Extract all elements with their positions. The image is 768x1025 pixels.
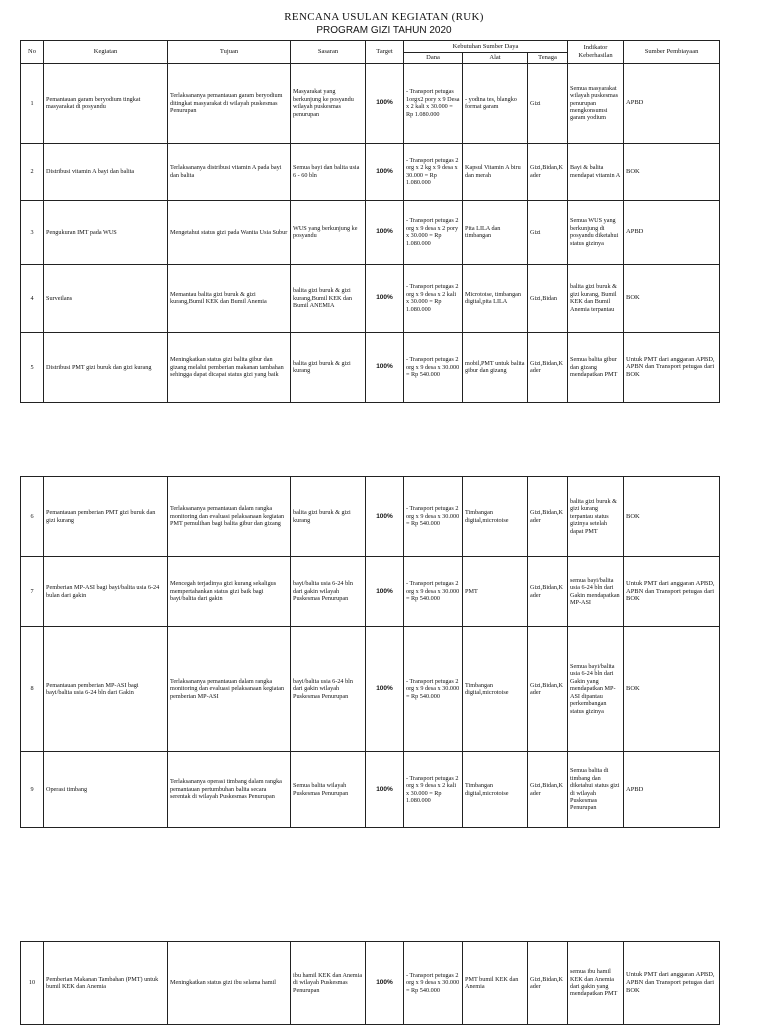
document-subtitle: PROGRAM GIZI TAHUN 2020: [316, 25, 452, 36]
table-row: [21, 627, 720, 752]
header-dana: Dana: [404, 53, 463, 64]
cell-sumber: Untuk PMT dari anggaran APBD, APBN dan Transport petugas dari BOK: [624, 557, 720, 627]
cell-target: 100%: [366, 264, 404, 332]
header-no: No: [21, 41, 44, 64]
cell-indikator: Bayi & balita mendapat vitamin A: [568, 143, 624, 200]
cell-sasaran: Semua balita wilayah Puskesmas Penurupan: [291, 752, 366, 828]
cell-target: 100%: [366, 332, 404, 402]
cell-tenaga: Gizi,Bidan: [528, 264, 568, 332]
table-row: [21, 752, 720, 828]
cell-tenaga: Gizi,Bidan,Kader: [528, 627, 568, 752]
cell-tujuan: Terlaksananya pemantauan dalam rangka monitoring dan evaluasi pelaksanaan kegiatan pemberian MP-ASI: [168, 627, 291, 752]
cell-tujuan: Terlaksananya pemantauan garam beryodium ditingkat masyarakat di wilayah puskesmas Penurupan: [168, 63, 291, 143]
cell-no: 7: [21, 557, 44, 627]
cell-sumber: BOK: [624, 477, 720, 557]
cell-indikator: semua bayi/balita usia 6-24 bln dari Gakin mendapatkan MP-ASI: [568, 557, 624, 627]
cell-kegiatan: Pengukuran IMT pada WUS: [44, 200, 168, 264]
cell-dana: - Transport petugas 2 org x 9 desa x 30.000 = Rp 540.000: [404, 332, 463, 402]
cell-tenaga: Gizi,Bidan,Kader: [528, 477, 568, 557]
header-target: Target: [366, 41, 404, 64]
cell-sasaran: balita gizi buruk & gizi kurang: [291, 332, 366, 402]
cell-indikator: Semua balita di timbang dan diketahui status gizi di wilayah Puskesmas Penurupan: [568, 752, 624, 828]
cell-target: 100%: [366, 63, 404, 143]
ruk-table-page-3: [20, 941, 720, 1025]
cell-target: 100%: [366, 477, 404, 557]
cell-kegiatan: Distribusi PMT gizi buruk dan gizi kurang: [44, 332, 168, 402]
cell-indikator: Semua bayi/balita usia 6-24 bln dari Gakin yang mendapatkan MP-ASI dipantau perkembangan status gizinya: [568, 627, 624, 752]
cell-sumber: BOK: [624, 143, 720, 200]
cell-kegiatan: Distribusi vitamin A bayi dan balita: [44, 143, 168, 200]
cell-kegiatan: Pemantauan pemberian PMT gizi buruk dan gizi kurang: [44, 477, 168, 557]
cell-tujuan: Terlaksananya pemantauan dalam rangka monitoring dan evaluasi pelaksanaan kegiatan PMT pemulihan bagi balita gibur dan gizang: [168, 477, 291, 557]
cell-dana: - Transport petugas 1orgx2 pory x 9 Desa x 2 kali x 30.000 = Rp 1.080.000: [404, 63, 463, 143]
cell-tenaga: Gizi: [528, 63, 568, 143]
cell-indikator: balita gizi buruk & gizi kurang, Bumil KEK dan Bumil Anemia terpantau: [568, 264, 624, 332]
cell-tenaga: Gizi,Bidan,Kader: [528, 942, 568, 1025]
cell-tenaga: Gizi,Bidan,Kader: [528, 332, 568, 402]
cell-kegiatan: Pemberian MP-ASI bagi bayi/balita usia 6-24 bulan dari gakin: [44, 557, 168, 627]
ruk-table-page-1: [20, 40, 720, 403]
cell-sumber: APBD: [624, 200, 720, 264]
cell-kegiatan: Pemantauan garam beryodium tingkat masyarakat di posyandu: [44, 63, 168, 143]
cell-sumber: Untuk PMT dari anggaran APBD, APBN dan Transport petugas dari BOK: [624, 332, 720, 402]
table-row: [21, 143, 720, 200]
cell-dana: - Transport petugas 2 org x 9 desa x 2 kali x 30.000 = Rp 1.080.000: [404, 264, 463, 332]
cell-indikator: Semua balita gibur dan gizang mendapatkan PMT: [568, 332, 624, 402]
cell-tenaga: Gizi,Bidan,Kader: [528, 557, 568, 627]
cell-tujuan: Meningkatkan status gizi balita gibur dan gizang melalui pemberian makanan tambahan sehingga dapat dicapai status gizi yang baik: [168, 332, 291, 402]
table-row: [21, 557, 720, 627]
cell-kegiatan: Pemantauan pemberian MP-ASI bagi bayi/balita usia 6-24 bln dari Gakin: [44, 627, 168, 752]
cell-dana: - Transport petugas 2 org x 9 desa x 30.000 = Rp 540.000: [404, 942, 463, 1025]
cell-no: 2: [21, 143, 44, 200]
cell-no: 1: [21, 63, 44, 143]
cell-indikator: Semua masyarakat wilayah puskesmas penurupan mengkonsumsi garam yodium: [568, 63, 624, 143]
cell-sasaran: ibu hamil KEK dan Anemia di wilayah Puskesmas Penurupan: [291, 942, 366, 1025]
cell-alat: Timbangan digital,microtoise: [463, 752, 528, 828]
cell-indikator: balita gizi buruk & gizi kurang terpantau status gizinya setelah dapat PMT: [568, 477, 624, 557]
cell-tenaga: Gizi,Bidan,Kader: [528, 752, 568, 828]
cell-alat: Kapsul Vitamin A biru dan merah: [463, 143, 528, 200]
cell-sumber: BOK: [624, 264, 720, 332]
cell-sasaran: Masyarakat yang berkunjung ke posyandu wilayah puskesmas penurupan: [291, 63, 366, 143]
cell-no: 8: [21, 627, 44, 752]
cell-sasaran: Semua bayi dan balita usia 6 - 60 bln: [291, 143, 366, 200]
ruk-table-page-2: [20, 476, 720, 828]
cell-tujuan: Mengetahui status gizi pada Wanita Usia Subur: [168, 200, 291, 264]
cell-target: 100%: [366, 627, 404, 752]
cell-sumber: APBD: [624, 752, 720, 828]
cell-target: 100%: [366, 557, 404, 627]
cell-no: 6: [21, 477, 44, 557]
table-row: [21, 942, 720, 1025]
cell-alat: Pita LILA dan timbangan: [463, 200, 528, 264]
cell-sumber: Untuk PMT dari anggaran APBD, APBN dan Transport petugas dari BOK: [624, 942, 720, 1025]
header-kebutuhan: Kebutuhan Sumber Daya: [404, 41, 568, 53]
cell-sumber: APBD: [624, 63, 720, 143]
table-row: [21, 477, 720, 557]
table-row: [21, 63, 720, 143]
cell-alat: Timbangan digital,microtoise: [463, 477, 528, 557]
header-tenaga: Tenaga: [528, 53, 568, 64]
cell-no: 5: [21, 332, 44, 402]
cell-target: 100%: [366, 942, 404, 1025]
cell-sasaran: bayi/balita usia 6-24 bln dari gakin wilayah Puskesmas Penurupan: [291, 627, 366, 752]
cell-sasaran: bayi/balita usia 6-24 bln dari gakin wilayah Puskesmas Penurupan: [291, 557, 366, 627]
cell-dana: - Transport petugas 2 org x 9 desa x 2 kali x 30.000 = Rp 1.080.000: [404, 752, 463, 828]
cell-sumber: BOK: [624, 627, 720, 752]
cell-target: 100%: [366, 752, 404, 828]
cell-dana: - Transport petugas 2 org x 9 desa x 2 pory x 30.000 = Rp 1.080.000: [404, 200, 463, 264]
cell-tujuan: Terlaksananya distribusi vitamin A pada bayi dan balita: [168, 143, 291, 200]
header-tujuan: Tujuan: [168, 41, 291, 64]
cell-indikator: semua ibu hamil KEK dan Anemia dari gakin yang mendapatkan PMT: [568, 942, 624, 1025]
cell-tujuan: Meningkatkan status gizi ibu selama hamil: [168, 942, 291, 1025]
cell-alat: Microtoise, timbangan digital,pita LILA: [463, 264, 528, 332]
cell-kegiatan: Pemberian Makanan Tambahan (PMT) untuk bumil KEK dan Anemia: [44, 942, 168, 1025]
cell-tenaga: Gizi: [528, 200, 568, 264]
cell-dana: - Transport petugas 2 org x 9 desa x 30.000 = Rp 540.000: [404, 627, 463, 752]
cell-kegiatan: Operasi timbang: [44, 752, 168, 828]
header-kegiatan: Kegiatan: [44, 41, 168, 64]
cell-tujuan: Memantau balita gizi buruk & gizi kurang,Bumil KEK dan Bumil Anemia: [168, 264, 291, 332]
cell-target: 100%: [366, 200, 404, 264]
cell-alat: Timbangan digital,microtoise: [463, 627, 528, 752]
cell-kegiatan: Surveilans: [44, 264, 168, 332]
table-row: [21, 264, 720, 332]
header-alat: Alat: [463, 53, 528, 64]
table-row: [21, 200, 720, 264]
cell-no: 3: [21, 200, 44, 264]
cell-target: 100%: [366, 143, 404, 200]
cell-tujuan: Terlaksananya operasi timbang dalam rangka pemantauan pertumbuhan balita secara serentak di wilayah Puskesmas Penurupan: [168, 752, 291, 828]
cell-alat: PMT bumil KEK dan Anemia: [463, 942, 528, 1025]
document-title: RENCANA USULAN KEGIATAN (RUK): [284, 11, 484, 23]
cell-sasaran: WUS yang berkunjung ke posyandu: [291, 200, 366, 264]
cell-alat: mobil,PMT untuk balita gibur dan gizang: [463, 332, 528, 402]
header-indikator: Indikator Keberhasilan: [568, 41, 624, 64]
header-sasaran: Sasaran: [291, 41, 366, 64]
cell-sasaran: balita gizi buruk & gizi kurang: [291, 477, 366, 557]
cell-no: 9: [21, 752, 44, 828]
cell-no: 10: [21, 942, 44, 1025]
cell-dana: - Transport petugas 2 org x 2 kg x 9 desa x 30.000 = Rp 1.080.000: [404, 143, 463, 200]
cell-dana: - Transport petugas 2 org x 9 desa x 30.000 = Rp 540.000: [404, 477, 463, 557]
cell-tenaga: Gizi,Bidan,Kader: [528, 143, 568, 200]
cell-alat: PMT: [463, 557, 528, 627]
cell-sasaran: balita gizi buruk & gizi kurang,Bumil KEK dan Bumil ANEMIA: [291, 264, 366, 332]
cell-tujuan: Mencegah terjadinya gizi kurang sekaligus mempertahankan status gizi baik bagi bayi/balita dari gakin: [168, 557, 291, 627]
header-sumber: Sumber Pembiayaan: [624, 41, 720, 64]
cell-alat: - yodina tes, blangko format garam: [463, 63, 528, 143]
cell-indikator: Semua WUS yang berkunjung di posyandu diketahui status gizinya: [568, 200, 624, 264]
table-row: [21, 332, 720, 402]
cell-dana: - Transport petugas 2 org x 9 desa x 30.000 = Rp 540.000: [404, 557, 463, 627]
cell-no: 4: [21, 264, 44, 332]
